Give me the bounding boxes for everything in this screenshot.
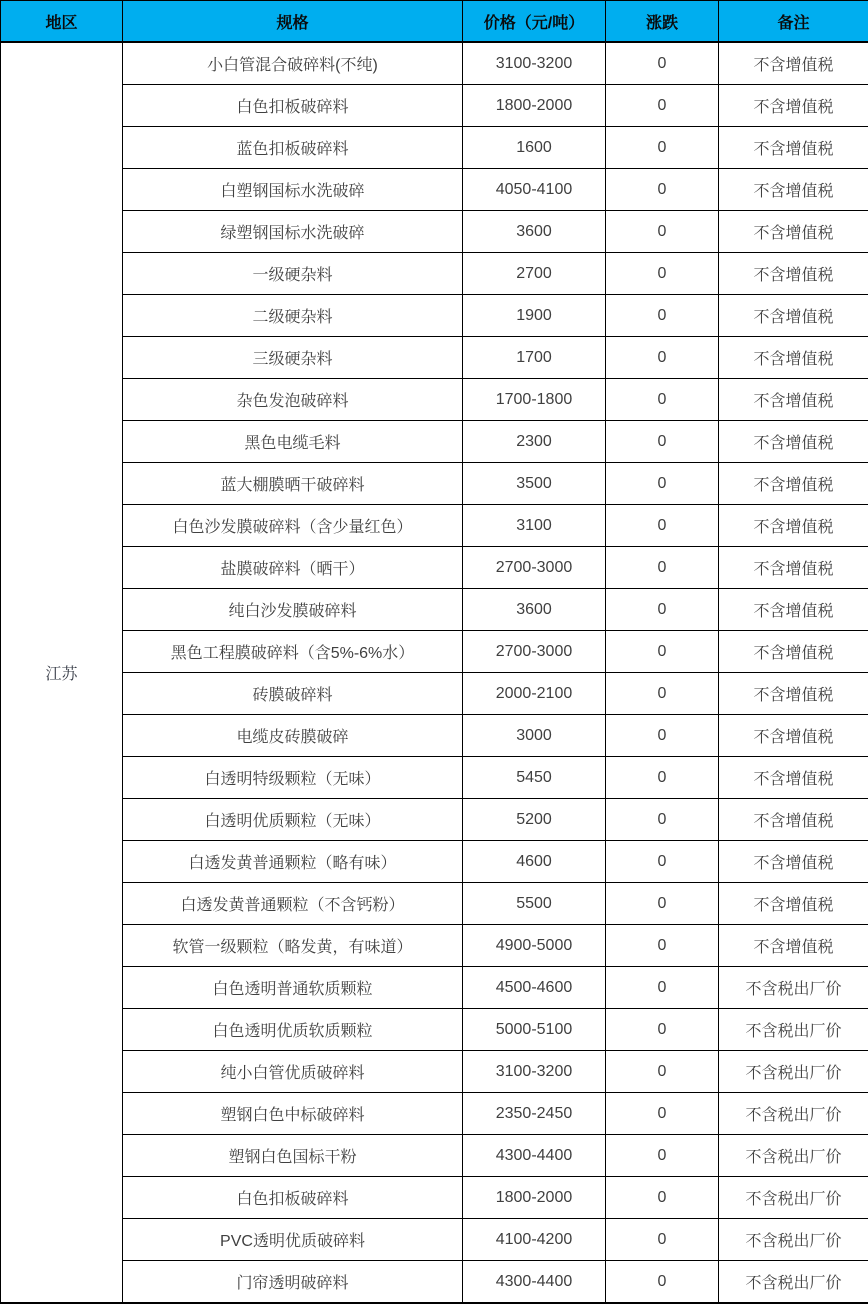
price-cell: 3000 <box>463 715 606 757</box>
price-cell: 4100-4200 <box>463 1219 606 1261</box>
price-cell: 3600 <box>463 589 606 631</box>
table-row <box>1 673 868 715</box>
note-cell: 不含税出厂价 <box>719 1135 868 1177</box>
table-row <box>1 85 868 127</box>
table-row <box>1 967 868 1009</box>
spec-cell: 白透明特级颗粒（无味） <box>123 757 463 799</box>
spec-cell: 纯小白管优质破碎料 <box>123 1051 463 1093</box>
change-cell: 0 <box>606 127 719 169</box>
price-cell: 4050-4100 <box>463 169 606 211</box>
change-cell: 0 <box>606 1009 719 1051</box>
change-cell: 0 <box>606 169 719 211</box>
spec-cell: 蓝大棚膜晒干破碎料 <box>123 463 463 505</box>
spec-cell: 白透发黄普通颗粒（略有味） <box>123 841 463 883</box>
spec-cell: 蓝色扣板破碎料 <box>123 127 463 169</box>
change-cell: 0 <box>606 211 719 253</box>
price-cell: 2300 <box>463 421 606 463</box>
price-cell: 4500-4600 <box>463 967 606 1009</box>
change-cell: 0 <box>606 589 719 631</box>
price-cell: 2700-3000 <box>463 631 606 673</box>
spec-cell: 白透明优质颗粒（无味） <box>123 799 463 841</box>
price-cell: 1800-2000 <box>463 85 606 127</box>
price-cell: 1600 <box>463 127 606 169</box>
table-row <box>1 379 868 421</box>
price-cell: 1800-2000 <box>463 1177 606 1219</box>
table-row <box>1 463 868 505</box>
note-cell: 不含增值税 <box>719 337 868 379</box>
note-cell: 不含增值税 <box>719 211 868 253</box>
table-row <box>1 631 868 673</box>
spec-cell: 电缆皮砖膜破碎 <box>123 715 463 757</box>
table-row <box>1 715 868 757</box>
note-cell: 不含增值税 <box>719 379 868 421</box>
change-cell: 0 <box>606 253 719 295</box>
table-row <box>1 421 868 463</box>
change-cell: 0 <box>606 421 719 463</box>
price-cell: 5500 <box>463 883 606 925</box>
table-row <box>1 337 868 379</box>
spec-cell: 小白管混合破碎料(不纯) <box>123 42 463 85</box>
spec-cell: 软管一级颗粒（略发黄，有味道） <box>123 925 463 967</box>
note-cell: 不含增值税 <box>719 925 868 967</box>
price-cell: 3600 <box>463 211 606 253</box>
spec-cell: 塑钢白色国标干粉 <box>123 1135 463 1177</box>
price-cell: 3100 <box>463 505 606 547</box>
column-header-change: 涨跌 <box>606 1 719 43</box>
table-row <box>1 169 868 211</box>
note-cell: 不含增值税 <box>719 85 868 127</box>
table-row <box>1 547 868 589</box>
note-cell: 不含税出厂价 <box>719 967 868 1009</box>
price-cell: 3500 <box>463 463 606 505</box>
change-cell: 0 <box>606 337 719 379</box>
note-cell: 不含税出厂价 <box>719 1093 868 1135</box>
note-cell: 不含增值税 <box>719 295 868 337</box>
note-cell: 不含增值税 <box>719 883 868 925</box>
note-cell: 不含税出厂价 <box>719 1009 868 1051</box>
change-cell: 0 <box>606 547 719 589</box>
change-cell: 0 <box>606 1051 719 1093</box>
spec-cell: 白色扣板破碎料 <box>123 1177 463 1219</box>
price-cell: 2000-2100 <box>463 673 606 715</box>
change-cell: 0 <box>606 379 719 421</box>
change-cell: 0 <box>606 85 719 127</box>
table-row <box>1 1009 868 1051</box>
table-row <box>1 1093 868 1135</box>
spec-cell: 塑钢白色中标破碎料 <box>123 1093 463 1135</box>
note-cell: 不含增值税 <box>719 799 868 841</box>
change-cell: 0 <box>606 673 719 715</box>
note-cell: 不含增值税 <box>719 631 868 673</box>
table-row <box>1 253 868 295</box>
change-cell: 0 <box>606 505 719 547</box>
change-cell: 0 <box>606 295 719 337</box>
change-cell: 0 <box>606 1177 719 1219</box>
note-cell: 不含增值税 <box>719 547 868 589</box>
note-cell: 不含增值税 <box>719 253 868 295</box>
price-cell: 5450 <box>463 757 606 799</box>
change-cell: 0 <box>606 841 719 883</box>
column-header-spec: 规格 <box>123 1 463 43</box>
table-row <box>1 42 868 85</box>
change-cell: 0 <box>606 42 719 85</box>
price-cell: 4300-4400 <box>463 1261 606 1304</box>
column-header-note: 备注 <box>719 1 868 43</box>
note-cell: 不含增值税 <box>719 673 868 715</box>
table-row <box>1 589 868 631</box>
spec-cell: 白色扣板破碎料 <box>123 85 463 127</box>
spec-cell: 砖膜破碎料 <box>123 673 463 715</box>
table-row <box>1 505 868 547</box>
table-row <box>1 757 868 799</box>
spec-cell: PVC透明优质破碎料 <box>123 1219 463 1261</box>
price-cell: 1700-1800 <box>463 379 606 421</box>
table-header-row <box>1 1 868 43</box>
spec-cell: 绿塑钢国标水洗破碎 <box>123 211 463 253</box>
price-cell: 3100-3200 <box>463 42 606 85</box>
note-cell: 不含增值税 <box>719 589 868 631</box>
spec-cell: 盐膜破碎料（晒干） <box>123 547 463 589</box>
note-cell: 不含增值税 <box>719 505 868 547</box>
spec-cell: 一级硬杂料 <box>123 253 463 295</box>
note-cell: 不含增值税 <box>719 463 868 505</box>
table-row <box>1 925 868 967</box>
spec-cell: 二级硬杂料 <box>123 295 463 337</box>
table-row <box>1 1177 868 1219</box>
change-cell: 0 <box>606 799 719 841</box>
spec-cell: 纯白沙发膜破碎料 <box>123 589 463 631</box>
spec-cell: 杂色发泡破碎料 <box>123 379 463 421</box>
price-cell: 2700-3000 <box>463 547 606 589</box>
table-row <box>1 127 868 169</box>
change-cell: 0 <box>606 1219 719 1261</box>
note-cell: 不含税出厂价 <box>719 1051 868 1093</box>
change-cell: 0 <box>606 1135 719 1177</box>
region-cell: 江苏 <box>1 42 123 1303</box>
change-cell: 0 <box>606 1261 719 1304</box>
change-cell: 0 <box>606 967 719 1009</box>
table-row <box>1 211 868 253</box>
note-cell: 不含增值税 <box>719 421 868 463</box>
table-row <box>1 1135 868 1177</box>
spec-cell: 白塑钢国标水洗破碎 <box>123 169 463 211</box>
spec-cell: 黑色工程膜破碎料（含5%-6%水） <box>123 631 463 673</box>
table-row <box>1 1261 868 1304</box>
column-header-region: 地区 <box>1 1 123 43</box>
spec-cell: 白透发黄普通颗粒（不含钙粉） <box>123 883 463 925</box>
note-cell: 不含税出厂价 <box>719 1177 868 1219</box>
spec-cell: 白色透明普通软质颗粒 <box>123 967 463 1009</box>
spec-cell: 三级硬杂料 <box>123 337 463 379</box>
change-cell: 0 <box>606 883 719 925</box>
note-cell: 不含增值税 <box>719 127 868 169</box>
price-cell: 1700 <box>463 337 606 379</box>
price-cell: 2700 <box>463 253 606 295</box>
change-cell: 0 <box>606 463 719 505</box>
note-cell: 不含增值税 <box>719 841 868 883</box>
change-cell: 0 <box>606 631 719 673</box>
spec-cell: 门帘透明破碎料 <box>123 1261 463 1304</box>
price-cell: 5000-5100 <box>463 1009 606 1051</box>
spec-cell: 白色沙发膜破碎料（含少量红色） <box>123 505 463 547</box>
price-cell: 2350-2450 <box>463 1093 606 1135</box>
price-cell: 4900-5000 <box>463 925 606 967</box>
change-cell: 0 <box>606 715 719 757</box>
price-cell: 4300-4400 <box>463 1135 606 1177</box>
note-cell: 不含增值税 <box>719 715 868 757</box>
price-cell: 1900 <box>463 295 606 337</box>
table-row <box>1 1219 868 1261</box>
spec-cell: 白色透明优质软质颗粒 <box>123 1009 463 1051</box>
price-cell: 5200 <box>463 799 606 841</box>
table-row <box>1 799 868 841</box>
note-cell: 不含税出厂价 <box>719 1261 868 1304</box>
column-header-price: 价格（元/吨） <box>463 1 606 43</box>
spec-cell: 黑色电缆毛料 <box>123 421 463 463</box>
note-cell: 不含税出厂价 <box>719 1219 868 1261</box>
change-cell: 0 <box>606 925 719 967</box>
table-row <box>1 841 868 883</box>
price-cell: 3100-3200 <box>463 1051 606 1093</box>
table-row <box>1 1051 868 1093</box>
change-cell: 0 <box>606 757 719 799</box>
note-cell: 不含增值税 <box>719 42 868 85</box>
table-row <box>1 295 868 337</box>
note-cell: 不含增值税 <box>719 169 868 211</box>
table-row <box>1 883 868 925</box>
change-cell: 0 <box>606 1093 719 1135</box>
price-cell: 4600 <box>463 841 606 883</box>
note-cell: 不含增值税 <box>719 757 868 799</box>
